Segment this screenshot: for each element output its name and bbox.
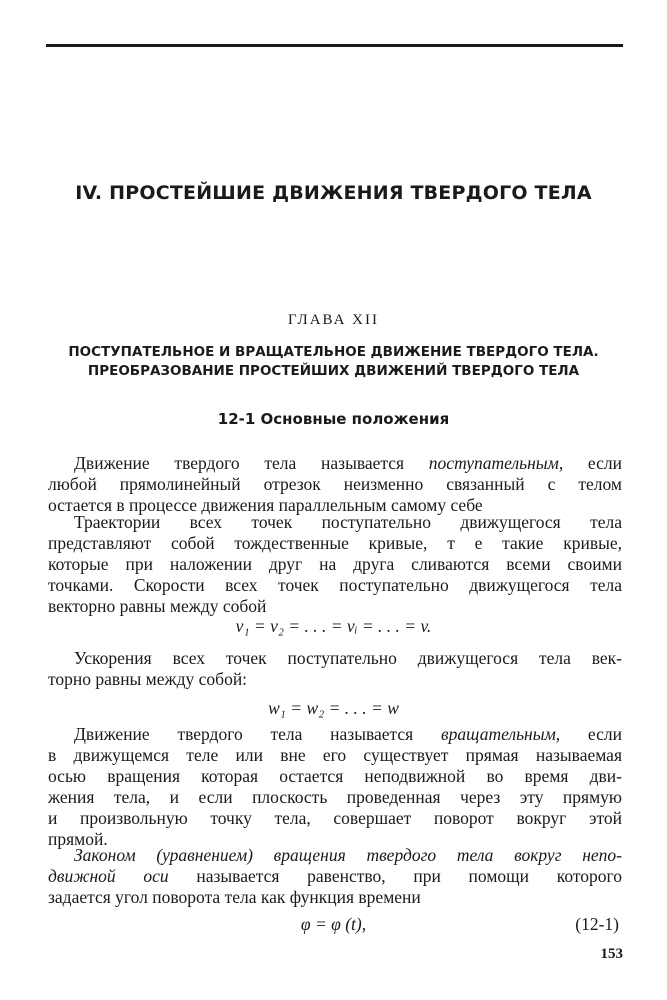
- chapter-title-line-2: ПРЕОБРАЗОВАНИЕ ПРОСТЕЙШИХ ДВИЖЕНИЙ ТВЕРДОГО ТЕЛА: [87, 363, 580, 379]
- paragraph-accelerations: [48, 648, 622, 690]
- equation-number: (12-1): [575, 914, 619, 934]
- text-line: представляют собой тождественные кривые, т е такие кривые,: [48, 533, 622, 553]
- section-title: 12-1 Основные положения: [217, 410, 450, 428]
- text-run: Движение твердого тела называется: [74, 724, 441, 744]
- text-line: Траектории всех точек поступательно движущегося тела: [74, 512, 622, 532]
- chapter-label: ГЛАВА XII: [287, 312, 379, 328]
- part-title: IV. ПРОСТЕЙШИЕ ДВИЖЕНИЯ ТВЕРДОГО ТЕЛА: [75, 182, 592, 204]
- term-rotation-law: Законом (уравнением) вращения твердого тела вокруг непо-: [74, 845, 622, 865]
- text-line: любой прямолинейный отрезок неизменно связанный с телом: [48, 474, 622, 494]
- text-line: [48, 866, 622, 887]
- text-line: остается в процессе движения параллельным самому себе: [48, 495, 483, 515]
- text-line: и произвольную точку тела, совершает поворот вокруг этой: [48, 808, 622, 828]
- text-line: задается угол поворота тела как функция времени: [48, 887, 421, 907]
- formula-rotation: φ = φ (t),: [300, 914, 367, 934]
- text-line: жения тела, и если плоскость проведенная через эту прямую: [48, 787, 622, 807]
- term-translational: поступательным: [428, 453, 559, 473]
- text-run: , если: [555, 724, 622, 744]
- chapter-title: [40, 343, 627, 381]
- text-line: [48, 724, 622, 745]
- text-line: точками. Скорости всех точек поступательно движущегося тела: [48, 575, 622, 595]
- chapter-title-line-1: ПОСТУПАТЕЛЬНОЕ И ВРАЩАТЕЛЬНОЕ ДВИЖЕНИЕ ТВЕРДОГО ТЕЛА.: [68, 344, 599, 360]
- text-line: торно равны между собой:: [48, 669, 248, 689]
- term-rotational: вращательным: [441, 724, 556, 744]
- text-line: прямой.: [48, 829, 108, 849]
- text-line: [48, 453, 622, 474]
- paragraph-translational-definition: [48, 453, 622, 516]
- text-line: осью вращения которая остается неподвижной во время дви-: [48, 766, 622, 786]
- formula-acceleration: w₁ = w₂ = . . . = w: [268, 698, 399, 718]
- formula-velocity: v₁ = v₂ = . . . = vᵢ = . . . = v.: [235, 616, 432, 636]
- paragraph-rotation-law: [48, 845, 622, 908]
- text-line: [48, 845, 622, 866]
- paragraph-rotational-definition: [48, 724, 622, 850]
- top-rule: [46, 44, 623, 47]
- text-run: , если: [558, 453, 622, 473]
- paragraph-trajectories: [48, 512, 622, 617]
- text-line: которые при наложении друг на друга сливаются всеми своими: [48, 554, 622, 574]
- text-line: в движущемся теле или вне его существует прямая называемая: [48, 745, 622, 765]
- page-number: 153: [600, 946, 623, 962]
- text-line: векторно равны между собой: [48, 596, 267, 616]
- text-run: называется равенство, при помощи которого: [168, 866, 622, 886]
- text-line: Ускорения всех точек поступательно движущегося тела век-: [74, 648, 622, 668]
- term-fixed-axis: движной оси: [48, 866, 169, 886]
- text-run: Движение твердого тела называется: [74, 453, 429, 473]
